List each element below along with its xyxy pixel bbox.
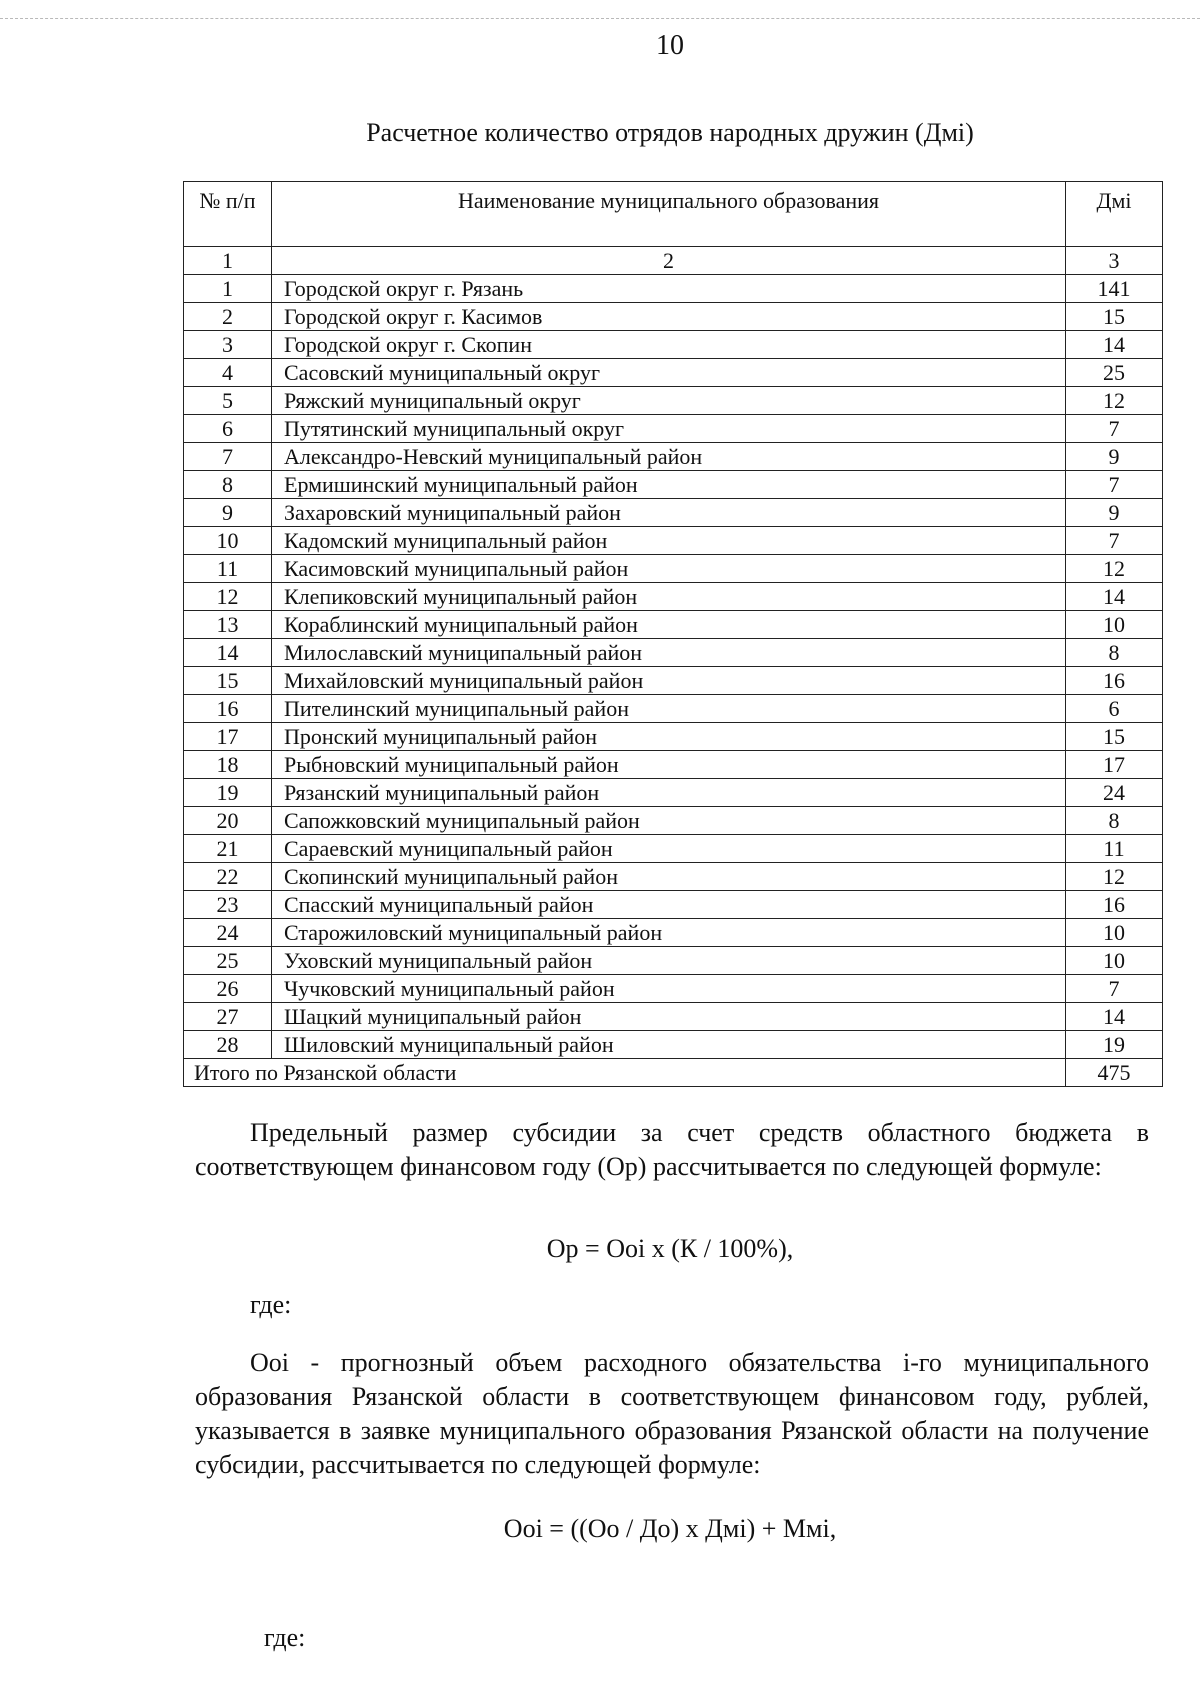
row-value-cell: 14 (1066, 331, 1163, 359)
table-row (184, 471, 1163, 499)
header-name: Наименование муниципального образования (272, 182, 1066, 247)
header-num: № п/п (184, 182, 272, 247)
row-name-cell: Чучковский муниципальный район (272, 975, 1066, 1003)
row-name-cell: Кадомский муниципальный район (272, 527, 1066, 555)
row-value-cell: 8 (1066, 639, 1163, 667)
row-name-cell: Касимовский муниципальный район (272, 555, 1066, 583)
table-title: Расчетное количество отрядов народных дружин (Дмi) (366, 118, 974, 147)
row-num-cell: 11 (184, 555, 272, 583)
row-num-cell: 20 (184, 807, 272, 835)
table-row (184, 275, 1163, 303)
row-name-cell: Александро-Невский муниципальный район (272, 443, 1066, 471)
row-name-cell: Старожиловский муниципальный район (272, 919, 1066, 947)
row-num-cell: 14 (184, 639, 272, 667)
table-row (184, 667, 1163, 695)
row-num-cell: 6 (184, 415, 272, 443)
row-name-cell: Сараевский муниципальный район (272, 835, 1066, 863)
formula-op: Ор = Ооi х (К / 100%), (546, 1234, 794, 1263)
row-name-cell: Сасовский муниципальный округ (272, 359, 1066, 387)
index-cell: 3 (1066, 247, 1163, 275)
row-num-cell: 18 (184, 751, 272, 779)
row-value-cell: 11 (1066, 835, 1163, 863)
row-value-cell: 15 (1066, 303, 1163, 331)
row-num-cell: 12 (184, 583, 272, 611)
table-row (184, 807, 1163, 835)
row-name-cell: Захаровский муниципальный район (272, 499, 1066, 527)
row-value-cell: 10 (1066, 947, 1163, 975)
row-value-cell: 10 (1066, 611, 1163, 639)
table-row (184, 975, 1163, 1003)
row-value-cell: 15 (1066, 723, 1163, 751)
row-value-cell: 7 (1066, 471, 1163, 499)
row-value-cell: 10 (1066, 919, 1163, 947)
row-value-cell: 12 (1066, 387, 1163, 415)
row-name-cell: Путятинский муниципальный округ (272, 415, 1066, 443)
row-value-cell: 7 (1066, 975, 1163, 1003)
row-num-cell: 22 (184, 863, 272, 891)
table-row (184, 331, 1163, 359)
row-value-cell: 9 (1066, 443, 1163, 471)
row-num-cell: 1 (184, 275, 272, 303)
table-row (184, 947, 1163, 975)
row-name-cell: Пронский муниципальный район (272, 723, 1066, 751)
row-name-cell: Ермишинский муниципальный район (272, 471, 1066, 499)
row-num-cell: 24 (184, 919, 272, 947)
table-row (184, 387, 1163, 415)
row-name-cell: Городской округ г. Скопин (272, 331, 1066, 359)
row-value-cell: 24 (1066, 779, 1163, 807)
table-row (184, 611, 1163, 639)
detachments-table (183, 181, 1163, 1087)
table-row (184, 779, 1163, 807)
row-name-cell: Спасский муниципальный район (272, 891, 1066, 919)
table-row (184, 835, 1163, 863)
row-value-cell: 7 (1066, 527, 1163, 555)
row-value-cell: 19 (1066, 1031, 1163, 1059)
table-row (184, 359, 1163, 387)
row-name-cell: Клепиковский муниципальный район (272, 583, 1066, 611)
table-header-row (184, 182, 1163, 247)
row-value-cell: 25 (1066, 359, 1163, 387)
row-name-cell: Милославский муниципальный район (272, 639, 1066, 667)
row-num-cell: 10 (184, 527, 272, 555)
row-num-cell: 8 (184, 471, 272, 499)
row-num-cell: 9 (184, 499, 272, 527)
table-row (184, 723, 1163, 751)
table-row (184, 303, 1163, 331)
row-name-cell: Городской округ г. Рязань (272, 275, 1066, 303)
row-value-cell: 12 (1066, 555, 1163, 583)
index-row (184, 247, 1163, 275)
total-label: Итого по Рязанской области (184, 1059, 1066, 1087)
table-row (184, 527, 1163, 555)
table-row (184, 919, 1163, 947)
row-value-cell: 16 (1066, 667, 1163, 695)
table-row (184, 1003, 1163, 1031)
table-row (184, 443, 1163, 471)
paragraph-limit-subsidy: Предельный размер субсидии за счет средств областного бюджета в соответствующем финансовом году (Ор) рассчитывается по следующей формуле: (195, 1118, 1149, 1181)
row-name-cell: Уховский муниципальный район (272, 947, 1066, 975)
paragraph-ooi-definition: Ооi - прогнозный объем расходного обязательства i-го муниципального образования Рязанской области в соответствующем финансовом году, рублей, указывается в заявке муниципального образования Рязанской области на получение субсидии, рассчитывается по следующей формуле: (195, 1348, 1149, 1479)
index-cell: 2 (272, 247, 1066, 275)
row-num-cell: 15 (184, 667, 272, 695)
total-value: 475 (1066, 1059, 1163, 1087)
index-cell: 1 (184, 247, 272, 275)
formula-ooi: Ооi = ((Оо / До) х Дмi) + Ммi, (503, 1514, 837, 1543)
row-value-cell: 14 (1066, 583, 1163, 611)
table-row (184, 555, 1163, 583)
row-value-cell: 14 (1066, 1003, 1163, 1031)
row-num-cell: 25 (184, 947, 272, 975)
total-row (184, 1059, 1163, 1087)
row-num-cell: 23 (184, 891, 272, 919)
row-num-cell: 3 (184, 331, 272, 359)
table-row (184, 639, 1163, 667)
row-num-cell: 27 (184, 1003, 272, 1031)
row-name-cell: Скопинский муниципальный район (272, 863, 1066, 891)
table-row (184, 751, 1163, 779)
row-name-cell: Ряжский муниципальный округ (272, 387, 1066, 415)
row-num-cell: 28 (184, 1031, 272, 1059)
row-value-cell: 12 (1066, 863, 1163, 891)
row-value-cell: 7 (1066, 415, 1163, 443)
where-label-2: где: (264, 1623, 306, 1652)
row-value-cell: 17 (1066, 751, 1163, 779)
row-num-cell: 21 (184, 835, 272, 863)
row-num-cell: 4 (184, 359, 272, 387)
table-row (184, 499, 1163, 527)
table-row (184, 863, 1163, 891)
row-num-cell: 19 (184, 779, 272, 807)
row-value-cell: 16 (1066, 891, 1163, 919)
row-name-cell: Шиловский муниципальный район (272, 1031, 1066, 1059)
row-value-cell: 141 (1066, 275, 1163, 303)
row-value-cell: 6 (1066, 695, 1163, 723)
where-label-1: где: (250, 1290, 292, 1319)
row-num-cell: 2 (184, 303, 272, 331)
row-name-cell: Михайловский муниципальный район (272, 667, 1066, 695)
table-row (184, 583, 1163, 611)
row-name-cell: Кораблинский муниципальный район (272, 611, 1066, 639)
row-num-cell: 13 (184, 611, 272, 639)
row-name-cell: Рыбновский муниципальный район (272, 751, 1066, 779)
row-name-cell: Городской округ г. Касимов (272, 303, 1066, 331)
row-name-cell: Шацкий муниципальный район (272, 1003, 1066, 1031)
page-number: 10 (656, 30, 684, 61)
row-num-cell: 26 (184, 975, 272, 1003)
row-value-cell: 9 (1066, 499, 1163, 527)
row-value-cell: 8 (1066, 807, 1163, 835)
table-row (184, 891, 1163, 919)
row-num-cell: 5 (184, 387, 272, 415)
table-row (184, 415, 1163, 443)
row-num-cell: 17 (184, 723, 272, 751)
row-name-cell: Пителинский муниципальный район (272, 695, 1066, 723)
table-row (184, 695, 1163, 723)
table-row (184, 1031, 1163, 1059)
scan-edge-line (0, 18, 1200, 19)
row-num-cell: 7 (184, 443, 272, 471)
row-name-cell: Рязанский муниципальный район (272, 779, 1066, 807)
row-name-cell: Сапожковский муниципальный район (272, 807, 1066, 835)
header-value: Дмi (1066, 182, 1163, 247)
row-num-cell: 16 (184, 695, 272, 723)
